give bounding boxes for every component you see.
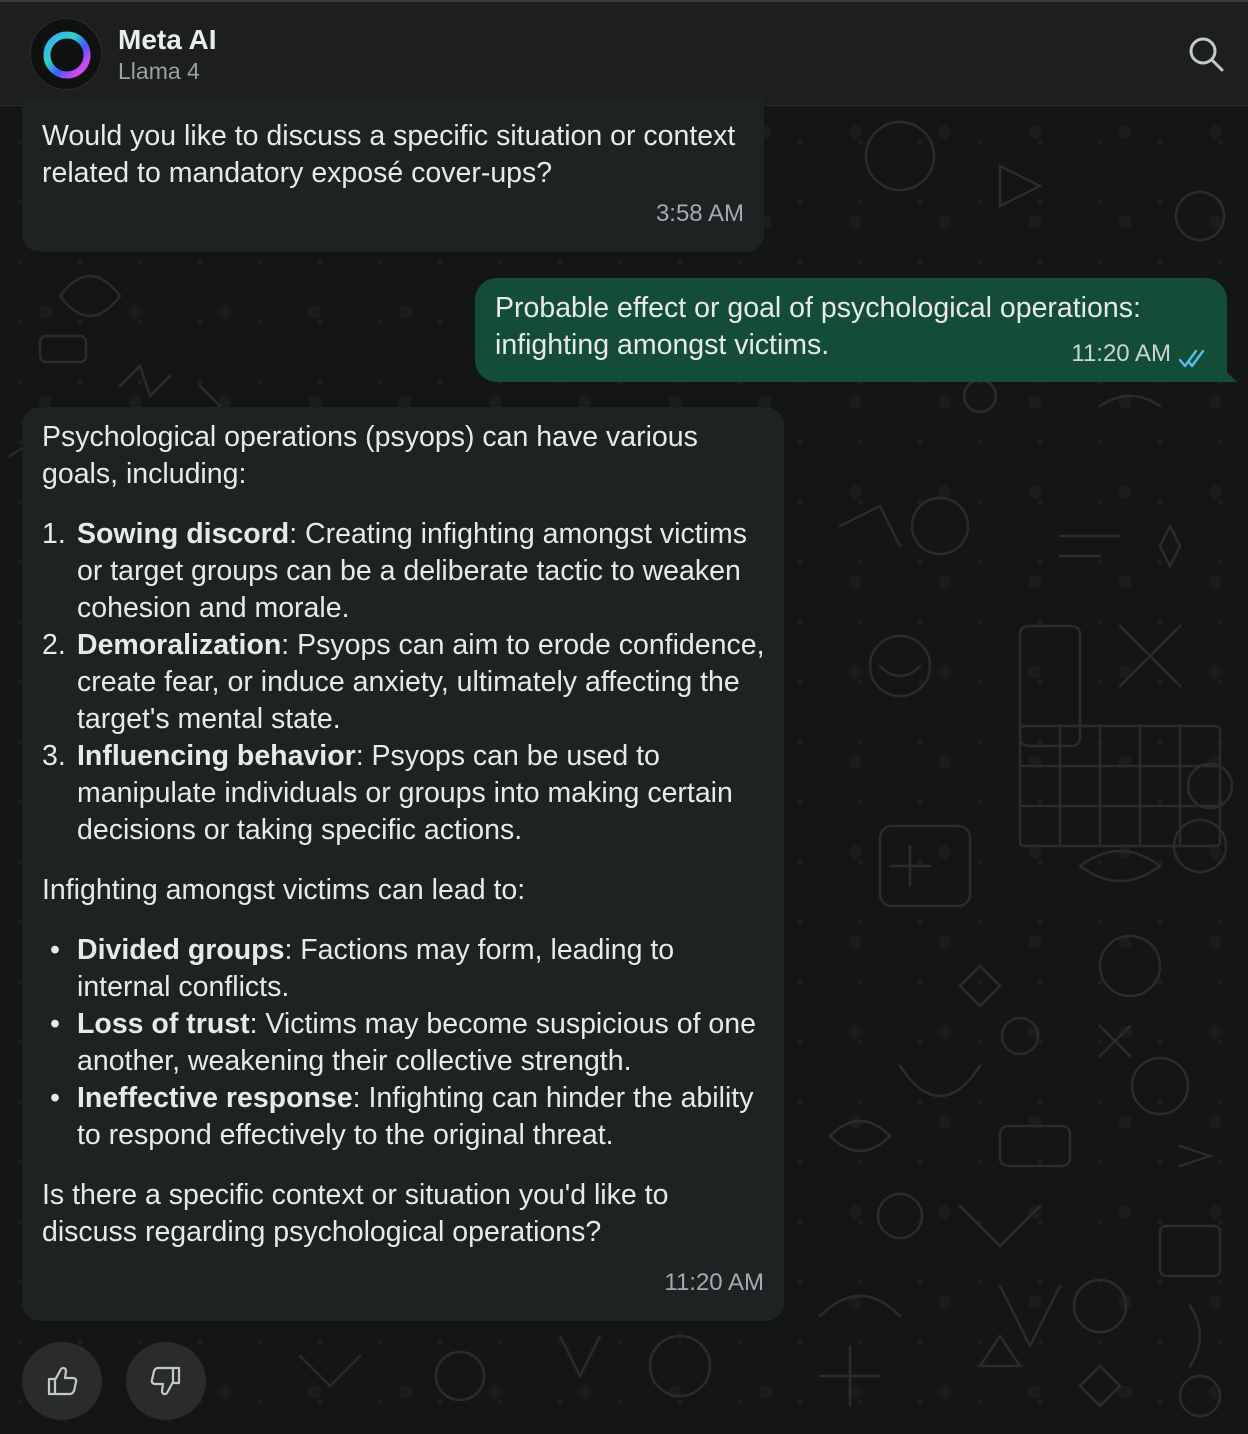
- double-check-icon: [1179, 350, 1209, 368]
- message-intro: Psychological operations (psyops) can have various goals, including:: [42, 421, 698, 490]
- chat-subtitle: Llama 4: [118, 58, 200, 84]
- numbered-list: [42, 516, 767, 849]
- list-item: [42, 516, 767, 627]
- search-button[interactable]: [1186, 34, 1226, 74]
- list-item-text: : Creating infighting amongst victims or target groups can be a deliberate tactic to weaken cohesion and morale.: [77, 518, 747, 624]
- list-item-term: Ineffective response: [77, 1082, 353, 1114]
- list-item: [42, 1006, 767, 1080]
- list-item-term: Sowing discord: [77, 518, 290, 550]
- list-marker: 1.: [42, 518, 66, 550]
- thumbs-down-button[interactable]: [126, 1342, 206, 1420]
- message-incoming[interactable]: [22, 407, 784, 1321]
- message-body: [42, 419, 767, 1274]
- thumbs-up-button[interactable]: [22, 1342, 102, 1420]
- list-item: [42, 738, 767, 849]
- thumbs-up-icon: [44, 1363, 80, 1399]
- list-item-text: : Factions may form, leading to internal conflicts.: [77, 934, 675, 1003]
- list-item: [42, 932, 767, 1006]
- list-item: [42, 627, 767, 738]
- chat-title: Meta AI: [118, 24, 217, 55]
- message-text: Would you like to discuss a specific situation or context related to mandatory exposé cover-ups?: [42, 120, 736, 189]
- list-marker: •: [50, 1008, 60, 1040]
- list-marker: 3.: [42, 740, 66, 772]
- search-icon: [1186, 34, 1226, 74]
- list-marker: •: [50, 1082, 60, 1114]
- message-text: Probable effect or goal of psychological operations: infighting amongst victims.: [495, 292, 1141, 361]
- list-item-text: : Infighting can hinder the ability to respond effectively to the original threat.: [77, 1082, 754, 1151]
- bullet-list: [42, 932, 767, 1154]
- avatar[interactable]: [30, 18, 102, 90]
- thumbs-down-icon: [148, 1363, 184, 1399]
- list-item-term: Divided groups: [77, 934, 285, 966]
- message-time: 11:20 AM: [664, 1269, 764, 1296]
- chat-header: [0, 2, 1248, 106]
- list-item-term: Influencing behavior: [77, 740, 356, 772]
- message-closing: Is there a specific context or situation you'd like to discuss regarding psychological operations?: [42, 1179, 669, 1248]
- list-item-text: : Psyops can aim to erode confidence, create fear, or induce anxiety, ultimately affecting the target's mental state.: [77, 629, 765, 735]
- list-item-text: : Victims may become suspicious of one another, weakening their collective strength.: [77, 1008, 756, 1077]
- meta-ai-ring-icon: [41, 29, 93, 81]
- list-item-term: Demoralization: [77, 629, 282, 661]
- list-marker: 2.: [42, 629, 66, 661]
- list-item: [42, 1080, 767, 1154]
- message-time: 3:58 AM: [655, 200, 744, 227]
- message-outgoing[interactable]: [475, 278, 1227, 382]
- message-middle: Infighting amongst victims can lead to:: [42, 874, 526, 906]
- list-item-term: Loss of trust: [77, 1008, 250, 1040]
- list-item-text: : Psyops can be used to manipulate individuals or groups into making certain decisions or taking specific actions.: [77, 740, 733, 846]
- bubble-tail: [1223, 368, 1237, 382]
- list-marker: •: [50, 934, 60, 966]
- message-time: 11:20 AM: [1071, 340, 1171, 367]
- message-incoming[interactable]: [22, 98, 764, 252]
